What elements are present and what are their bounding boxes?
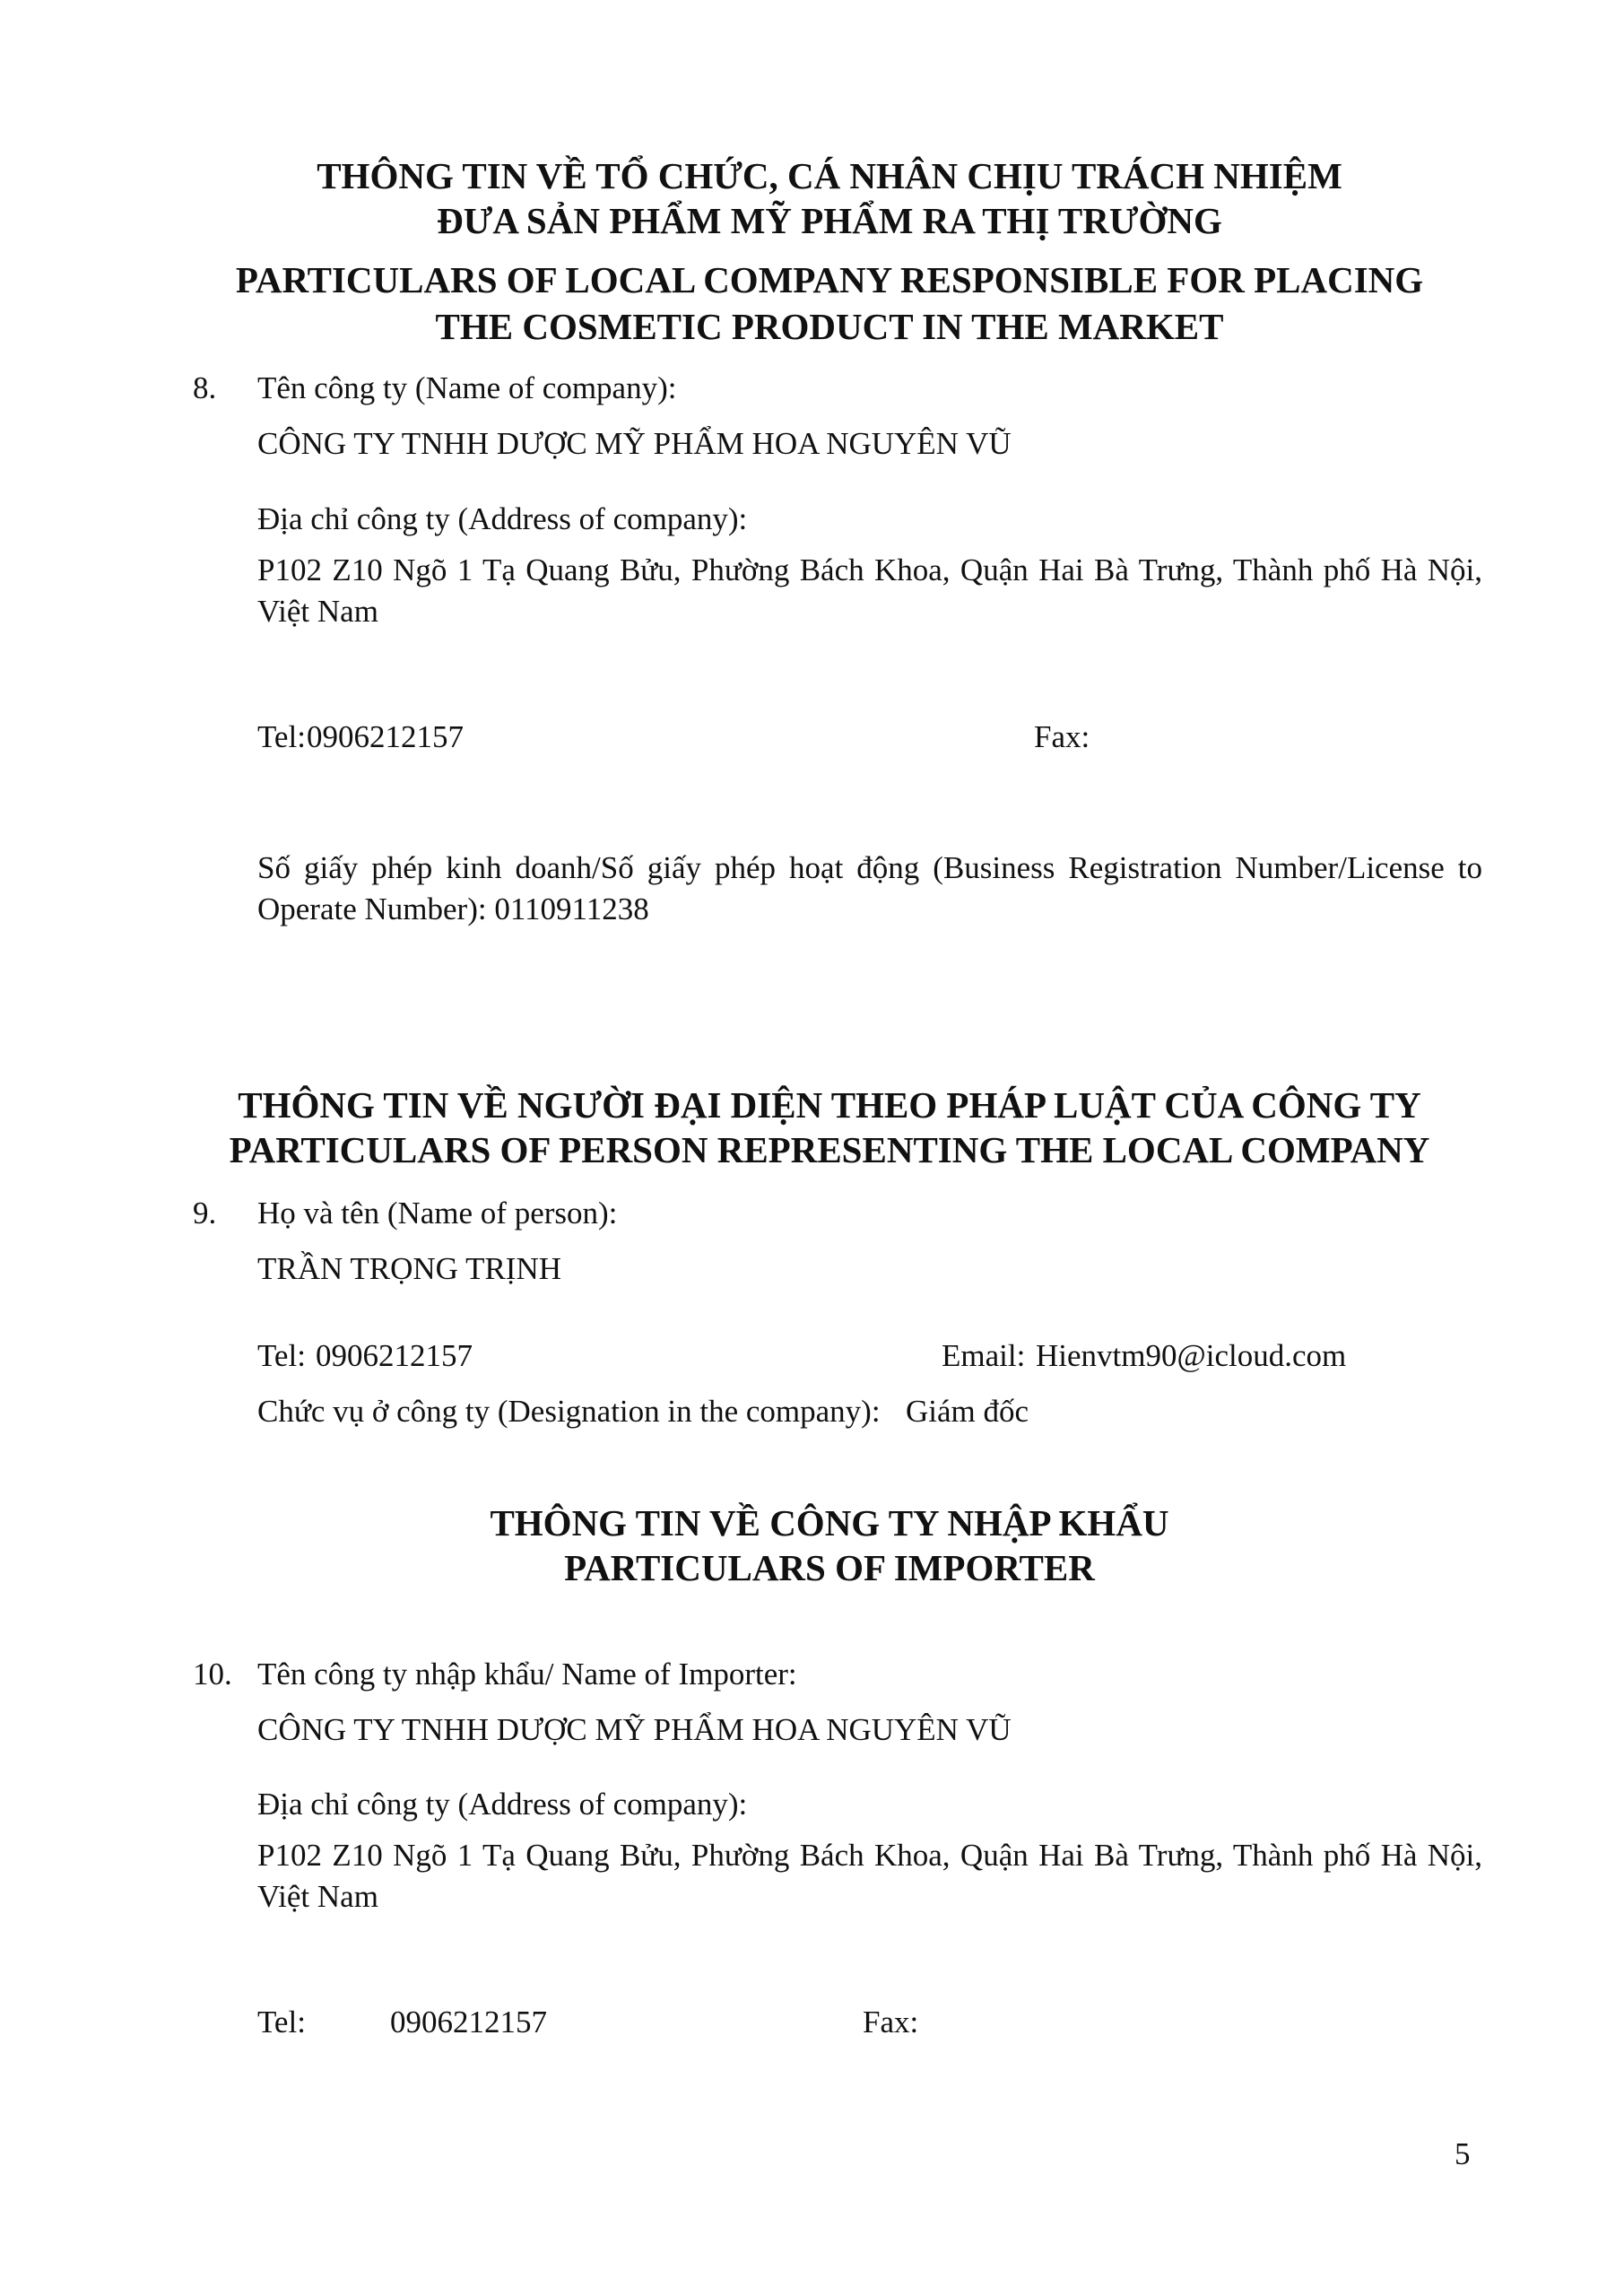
company-tel-label: Tel: (257, 719, 306, 754)
designation-label: Chức vụ ở công ty (Designation in the company): (257, 1394, 881, 1429)
section2-heading-en: PARTICULARS OF PERSON REPRESENTING THE LOCAL COMPANY (229, 1129, 1430, 1170)
section1-heading-vn-line2: ĐƯA SẢN PHẨM MỸ PHẨM RA THỊ TRƯỜNG (437, 200, 1222, 241)
company-fax-label: Fax: (1034, 719, 1090, 754)
importer-address-label: Địa chỉ công ty (Address of company): (257, 1787, 748, 1822)
person-email-label: Email: (942, 1338, 1026, 1373)
item-number-10: 10. (193, 1657, 232, 1692)
company-name-label: Tên công ty (Name of company): (257, 370, 677, 405)
importer-tel-value: 0906212157 (390, 2005, 547, 2039)
section3-heading-vn: THÔNG TIN VỀ CÔNG TY NHẬP KHẨU (490, 1502, 1169, 1544)
importer-name-value: CÔNG TY TNHH DƯỢC MỸ PHẨM HOA NGUYÊN VŨ (257, 1712, 1012, 1747)
company-address-label: Địa chỉ công ty (Address of company): (257, 501, 748, 536)
company-name-value: CÔNG TY TNHH DƯỢC MỸ PHẨM HOA NGUYÊN VŨ (257, 426, 1012, 461)
person-name-value: TRẦN TRỌNG TRỊNH (257, 1251, 561, 1286)
importer-tel-label: Tel: (257, 2005, 306, 2039)
person-email-value: Hienvtm90@icloud.com (1036, 1338, 1347, 1373)
section3-heading-en: PARTICULARS OF IMPORTER (564, 1547, 1095, 1588)
importer-name-label: Tên công ty nhập khẩu/ Name of Importer: (257, 1657, 797, 1692)
page-number: 5 (1455, 2136, 1471, 2171)
person-tel-value: 0906212157 (316, 1338, 473, 1373)
section2-heading-vn: THÔNG TIN VỀ NGƯỜI ĐẠI DIỆN THEO PHÁP LUẬT CỦA CÔNG TY (238, 1084, 1421, 1126)
person-name-label: Họ và tên (Name of person): (257, 1196, 618, 1231)
company-tel-value: 0906212157 (307, 719, 464, 754)
item-number-9: 9. (193, 1196, 217, 1231)
item-number-8: 8. (193, 370, 217, 405)
importer-fax-label: Fax: (863, 2005, 919, 2039)
importer-address-value: P102 Z10 Ngõ 1 Tạ Quang Bửu, Phường Bách Khoa, Quận Hai Bà Trưng, Thành phố Hà Nội, Việt Nam (257, 1838, 1482, 1914)
designation-value: Giám đốc (906, 1394, 1029, 1429)
section1-heading-en-line1: PARTICULARS OF LOCAL COMPANY RESPONSIBLE FOR PLACING (235, 259, 1424, 300)
person-tel-label: Tel: (257, 1338, 306, 1373)
business-license-text: Số giấy phép kinh doanh/Số giấy phép hoạt động (Business Registration Number/License to Operate Number): 0110911238 (257, 850, 1482, 926)
section1-heading-en-line2: THE COSMETIC PRODUCT IN THE MARKET (435, 306, 1224, 347)
company-address-value: P102 Z10 Ngõ 1 Tạ Quang Bửu, Phường Bách Khoa, Quận Hai Bà Trưng, Thành phố Hà Nội, Việt Nam (257, 552, 1482, 629)
section1-heading-vn-line1: THÔNG TIN VỀ TỔ CHỨC, CÁ NHÂN CHỊU TRÁCH NHIỆM (317, 155, 1342, 196)
